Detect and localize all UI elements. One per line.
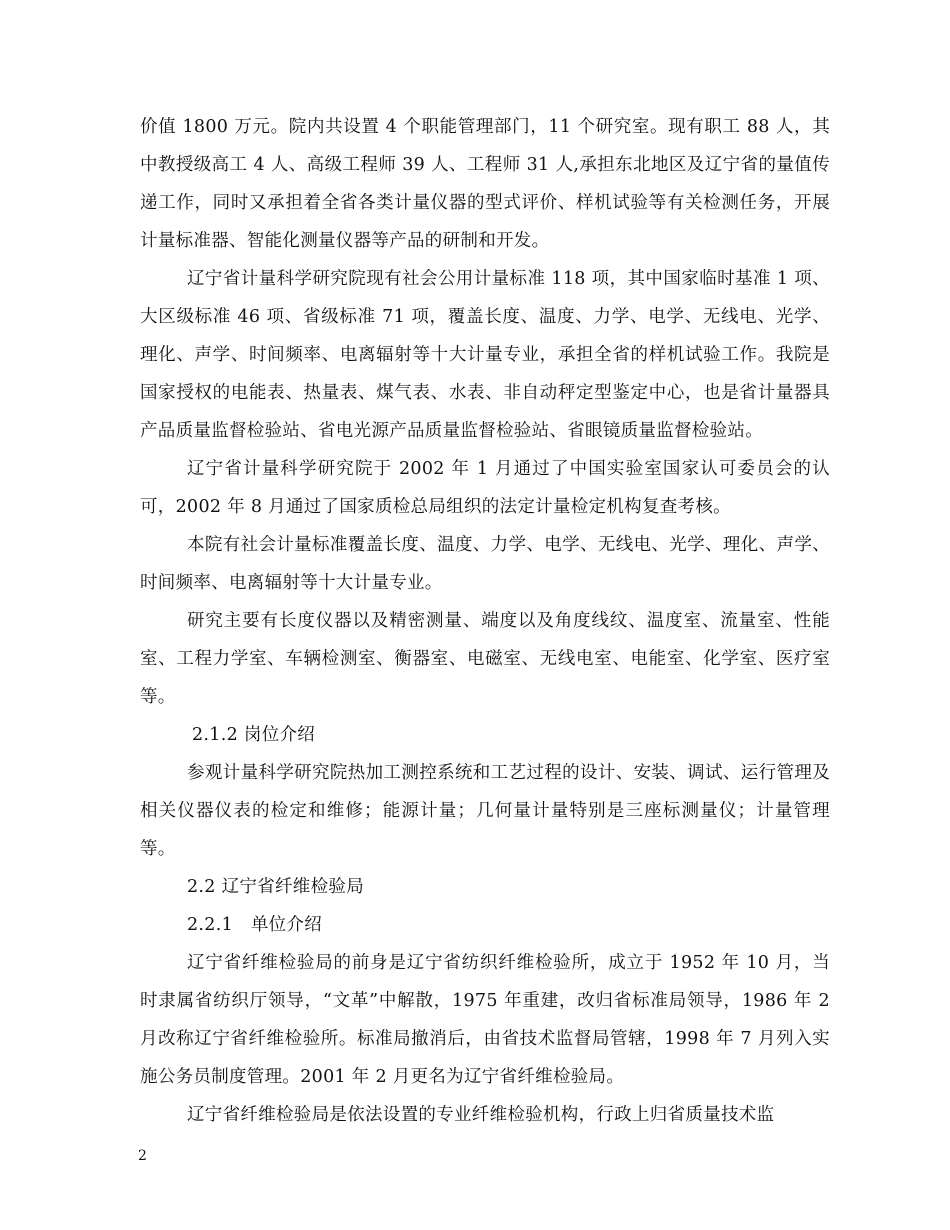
section-heading-unit-intro: 2.2.1 单位介绍 bbox=[187, 915, 323, 935]
paragraph-job-description: 参观计量科学研究院热加工测控系统和工艺过程的设计、安装、调试、运行管理及相关仪器仪表的检定和维修；能源计量；几何量计量特别是三座标测量仪；计量管理等。 bbox=[140, 763, 830, 859]
paragraph-measurement-standards: 辽宁省计量科学研究院现有社会公用计量标准 118 项，其中国家临时基准 1 项、大区级标准 46 项、省级标准 71 项，覆盖长度、温度、力学、电学、无线电、光学、理化、声学、时间频率、电离辐射等十大计量专业，承担全省的样机试验工作。我院是国家授权的电能表、热量表、煤气表、水表、非自动秤定型鉴定中心，也是省计量器具产品质量监督检验站、省电光源产品质量监督检验站、省眼镜质量监督检验站。 bbox=[140, 269, 830, 441]
paragraph-measurement-coverage: 本院有社会计量标准覆盖长度、温度、力学、电学、无线电、光学、理化、声学、时间频率、电离辐射等十大计量专业。 bbox=[140, 535, 830, 593]
page-number: 2 bbox=[138, 1148, 147, 1164]
section-heading-job-intro: 2.1.2 岗位介绍 bbox=[192, 725, 316, 745]
paragraph-institute-overview: 价值 1800 万元。院内共设置 4 个职能管理部门，11 个研究室。现有职工 88 人，其中教授级高工 4 人、高级工程师 39 人、工程师 31 人,承担东北地区及辽宁省的量值传递工作，同时又承担着全省各类计量仪器的型式评价、样机试验等有关检测任务，开展计量标准器、智能化测量仪器等产品的研制和开发。 bbox=[140, 117, 830, 251]
paragraph-accreditation: 辽宁省计量科学研究院于 2002 年 1 月通过了中国实验室国家认可委员会的认可，2002 年 8 月通过了国家质检总局组织的法定计量检定机构复查考核。 bbox=[140, 459, 830, 517]
document-body bbox=[140, 108, 830, 1134]
paragraph-research-labs: 研究主要有长度仪器以及精密测量、端度以及角度线纹、温度室、流量室、性能室、工程力学室、车辆检测室、衡器室、电磁室、无线电室、电能室、化学室、医疗室等。 bbox=[140, 611, 830, 707]
paragraph-fiber-bureau-role: 辽宁省纤维检验局是依法设置的专业纤维检验机构，行政上归省质量技术监 bbox=[187, 1105, 775, 1125]
paragraph-fiber-bureau-history: 辽宁省纤维检验局的前身是辽宁省纺织纤维检验所，成立于 1952 年 10 月，当时隶属省纺织厅领导，“文革”中解散，1975 年重建，改归省标准局领导，1986 年 2 月改称辽宁省纤维检验所。标准局撤消后，由省技术监督局管辖，1998 年 7 月列入实施公务员制度管理。2001 年 2 月更名为辽宁省纤维检验局。 bbox=[140, 953, 830, 1087]
section-heading-fiber-bureau: 2.2 辽宁省纤维检验局 bbox=[187, 877, 364, 897]
